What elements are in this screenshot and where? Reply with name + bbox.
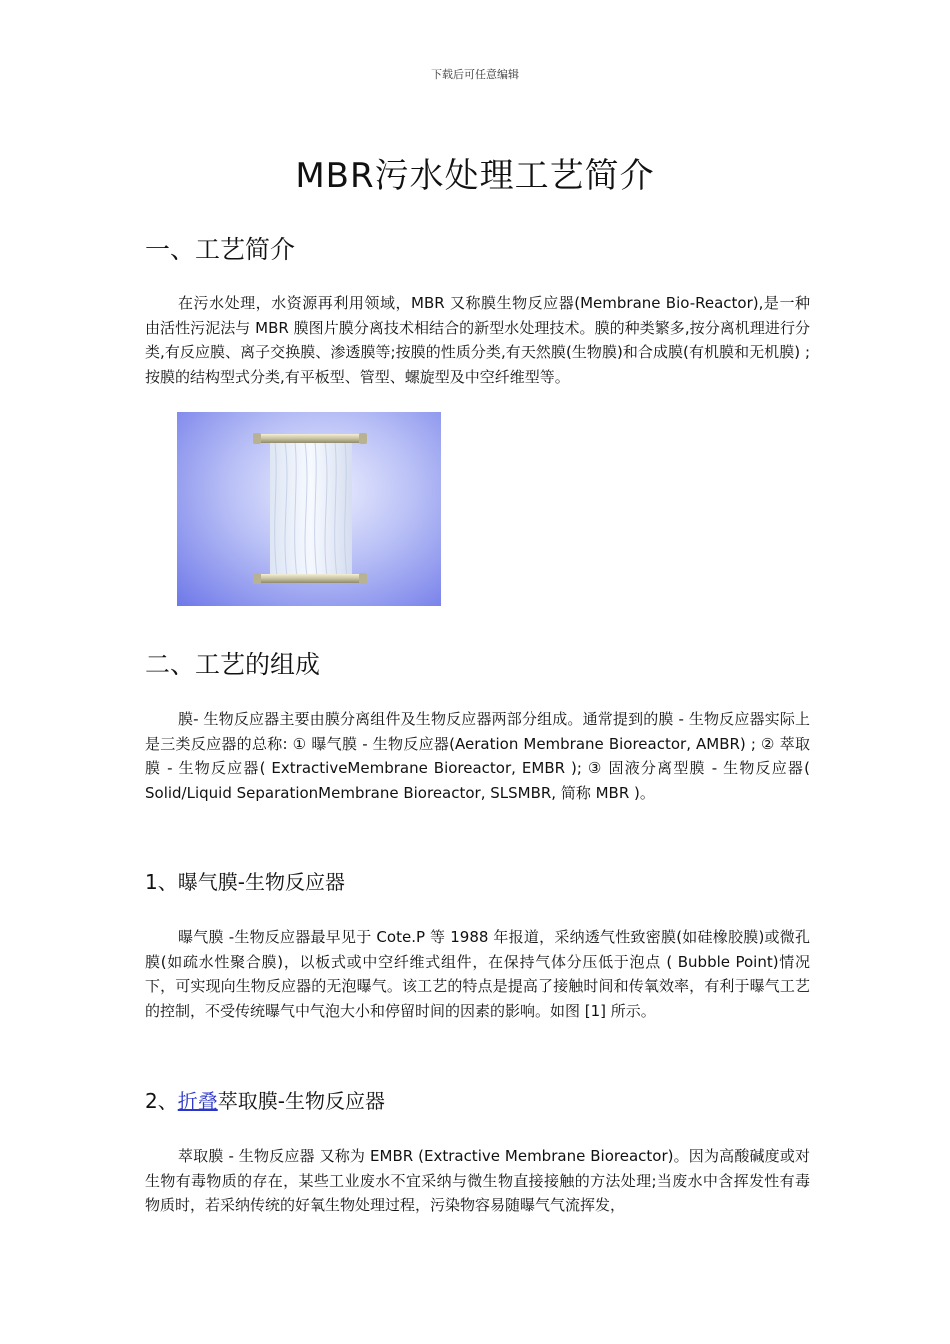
subsection-heading-2-suffix: 萃取膜-生物反应器: [217, 1089, 385, 1113]
subsection-heading-1: 1、曝气膜-生物反应器: [145, 870, 345, 894]
section-heading-1: 一、工艺简介: [145, 235, 296, 264]
membrane-module-image: [177, 412, 441, 606]
header-note: 下载后可任意编辑: [431, 68, 519, 81]
subsection-heading-2: [145, 1085, 385, 1114]
section-2-paragraph: 膜- 生物反应器主要由膜分离组件及生物反应器两部分组成。通常提到的膜 - 生物反应器实际上是三类反应器的总称: ① 曝气膜 - 生物反应器(Aeration Membrane Bioreactor, AMBR) ; ② 萃取膜 - 生物反应器( ExtractiveMembrane Bioreactor, EMBR ); ③ 固液分离型膜 - 生物反应器( Solid/Liquid SeparationMembrane Bioreactor, SLSMBR, 简称 MBR )。: [145, 710, 810, 802]
subsection-heading-2-prefix: 2、: [145, 1089, 178, 1113]
fold-link[interactable]: 折叠: [177, 1089, 218, 1113]
membrane-module-illustration: [177, 412, 441, 606]
section-1-paragraph: 在污水处理，水资源再利用领域，MBR 又称膜生物反应器(Membrane Bio-Reactor),是一种由活性污泥法与 MBR 膜图片膜分离技术相结合的新型水处理技术。膜的种类繁多,按分离机理进行分类,有反应膜、离子交换膜、渗透膜等;按膜的性质分类,有天然膜(生物膜)和合成膜(有机膜和无机膜) ;按膜的结构型式分类,有平板型、管型、螺旋型及中空纤维型等。: [145, 294, 810, 386]
subsection-2-paragraph: 萃取膜 - 生物反应器 又称为 EMBR (Extractive Membrane Bioreactor)。因为高酸碱度或对生物有毒物质的存在，某些工业废水不宜采纳与微生物直接接触的方法处理;当废水中含挥发性有毒物质时，若采纳传统的好氧生物处理过程，污染物容易随曝气气流挥发，: [145, 1147, 810, 1214]
document-title: MBR污水处理工艺简介: [295, 156, 655, 196]
section-heading-2: 二、工艺的组成: [145, 650, 321, 679]
subsection-1-paragraph: 曝气膜 -生物反应器最早见于 Cote.P 等 1988 年报道，采纳透气性致密膜(如硅橡胶膜)或微孔膜(如疏水性聚合膜)，以板式或中空纤维式组件，在保持气体分压低于泡点 ( Bubble Point)情况下，可实现向生物反应器的无泡曝气。该工艺的特点是提高了接触时间和传氧效率，有利于曝气工艺的控制，不受传统曝气中气泡大小和停留时间的因素的影响。如图 [1] 所示。: [145, 928, 810, 1020]
